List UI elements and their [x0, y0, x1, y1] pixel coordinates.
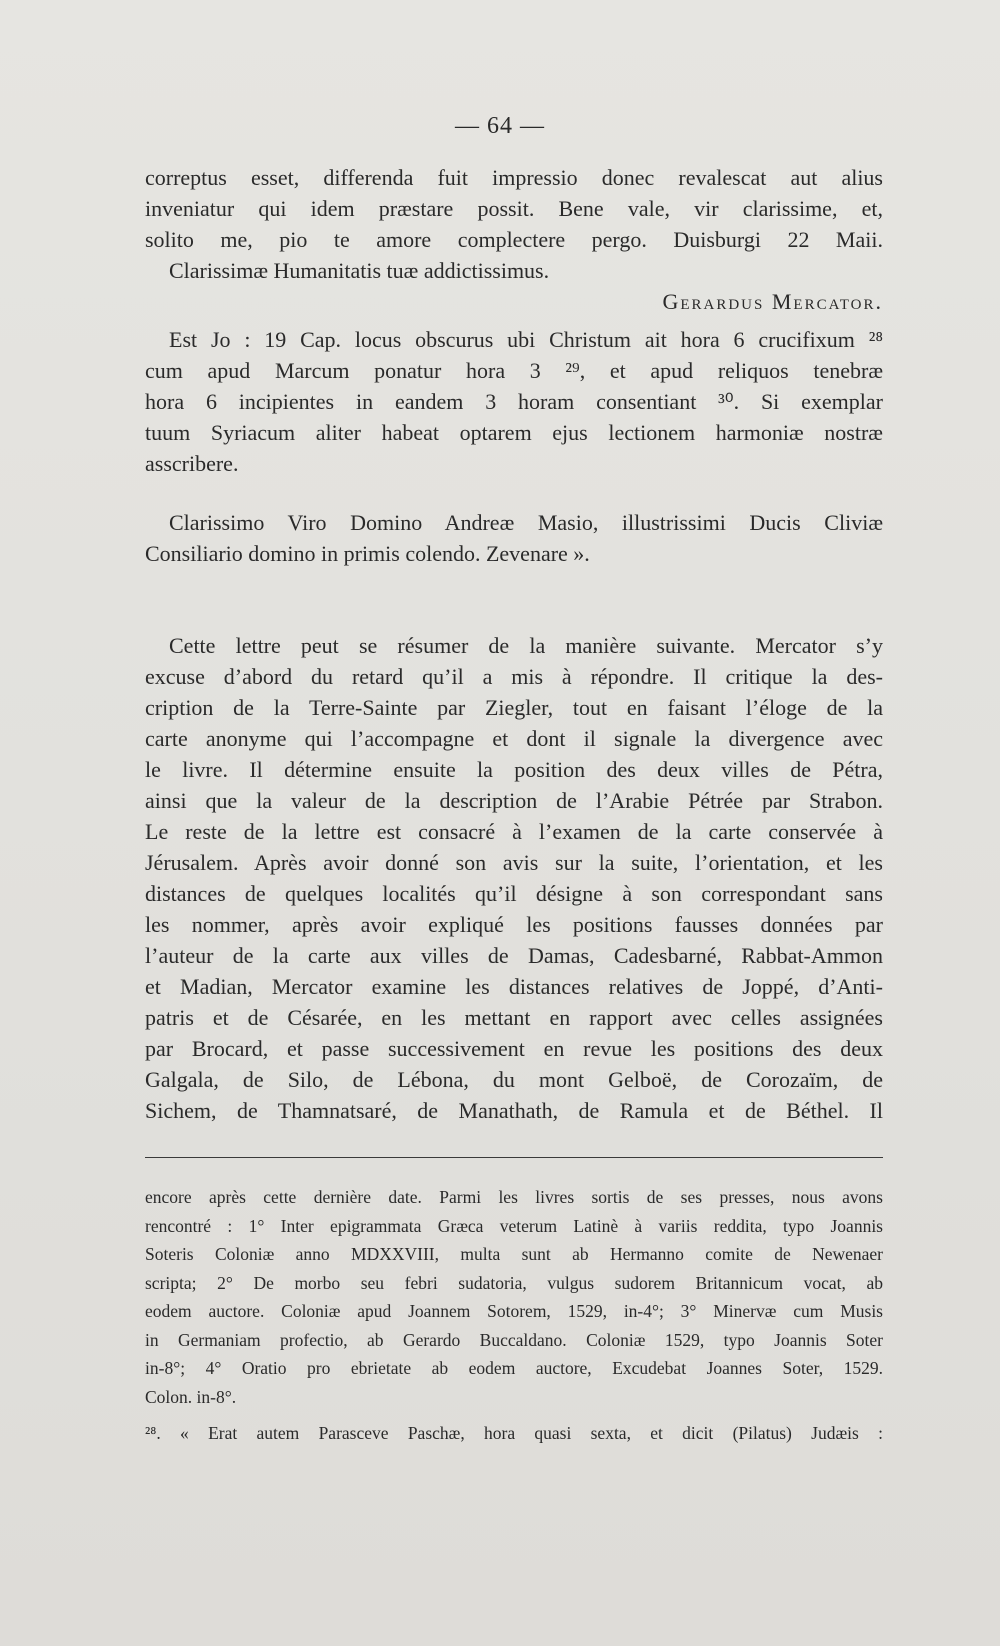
text-line: l’auteur de la carte aux villes de Damas, Cadesbarné, Rabbat-Ammon: [145, 943, 883, 968]
text-line: distances de quelques localités qu’il désigne à son correspondant sans: [145, 881, 883, 906]
footnote-line: in-8°; 4° Oratio pro ebrietate ab eodem auctore, Excudebat Joannes Soter, 1529.: [145, 1358, 883, 1378]
text-line: Le reste de la lettre est consacré à l’examen de la carte conservée à: [145, 819, 883, 844]
signature: Gerardus Mercator.: [662, 289, 883, 314]
text-line: tuum Syriacum aliter habeat optarem ejus lectionem harmoniæ nostræ: [145, 420, 883, 445]
footnotes: [145, 1183, 883, 1448]
text-line: ainsi que la valeur de la description de l’Arabie Pétrée par Strabon.: [145, 788, 883, 813]
text-line: Consiliario domino in primis colendo. Zevenare ».: [145, 541, 590, 566]
footnote-line: scripta; 2° De morbo seu febri sudatoria, vulgus sudorem Britannicum vocat, ab: [145, 1272, 883, 1293]
text-line: correptus esset, differenda fuit impressio donec revalescat aut alius: [145, 165, 883, 190]
footnote-line: eodem auctore. Coloniæ apud Joannem Sotorem, 1529, in-4°; 3° Minervæ cum Musis: [145, 1301, 883, 1321]
footnote-line: Soteris Coloniæ anno MDXXVIII, multa sunt ab Hermanno comite de Newenaer: [145, 1244, 883, 1264]
text-line: Est Jo : 19 Cap. locus obscurus ubi Christum ait hora 6 crucifixum ²⁸: [169, 327, 883, 352]
text-line: hora 6 incipientes in eandem 3 horam consentiant ³⁰. Si exemplar: [145, 389, 883, 414]
text-line: Galgala, de Silo, de Lébona, du mont Gelboë, de Corozaïm, de: [145, 1067, 883, 1092]
text-line: Clarissimæ Humanitatis tuæ addictissimus.: [169, 258, 550, 283]
text-line: asscribere.: [145, 451, 239, 476]
text-line: inveniatur qui idem præstare possit. Bene vale, vir clarissime, et,: [145, 196, 883, 221]
text-line: cription de la Terre-Sainte par Ziegler, tout en faisant l’éloge de la: [145, 695, 883, 720]
text-line: Cette lettre peut se résumer de la manière suivante. Mercator s’y: [169, 633, 883, 658]
text-line: les nommer, après avoir expliqué les positions fausses données par: [145, 912, 883, 937]
text-line: Clarissimo Viro Domino Andreæ Masio, illustrissimi Ducis Cliviæ: [169, 510, 883, 535]
text-line: Sichem, de Thamnatsaré, de Manathath, de Ramula et de Béthel. Il: [145, 1098, 883, 1123]
letter-closing: [145, 162, 883, 317]
footnote-line: Colon. in-8°.: [145, 1386, 237, 1407]
page-number: — 64 —: [455, 113, 545, 139]
text-line: excuse d’abord du retard qu’il a mis à répondre. Il critique la des-: [145, 664, 883, 689]
text-line: Jérusalem. Après avoir donné son avis sur la suite, l’orientation, et les: [145, 850, 883, 875]
footnote-line: in Germaniam profectio, ab Gerardo Buccaldano. Coloniæ 1529, typo Joannis Soter: [145, 1329, 883, 1350]
text-line: cum apud Marcum ponatur hora 3 ²⁹, et apud reliquos tenebræ: [145, 358, 883, 383]
text-line: par Brocard, et passe successivement en revue les positions des deux: [145, 1036, 883, 1061]
text-line: patris et de Césarée, en les mettant en rapport avec celles assignées: [145, 1005, 883, 1030]
footnote-28: ²⁸. « Erat autem Parasceve Paschæ, hora quasi sexta, et dicit (Pilatus) Judæis :: [145, 1423, 883, 1443]
footnote-line: rencontré : 1° Inter epigrammata Græca veterum Latinè à variis reddita, typo Joannis: [145, 1215, 883, 1236]
text-line: le livre. Il détermine ensuite la position des deux villes de Pétra,: [145, 757, 883, 782]
text-line: solito me, pio te amore complectere pergo. Duisburgi 22 Maii.: [145, 227, 883, 252]
text-line: carte anonyme qui l’accompagne et dont il signale la divergence avec: [145, 726, 883, 751]
postscript: [145, 324, 883, 479]
footnote-line: encore après cette dernière date. Parmi les livres sortis de ses presses, nous avons: [145, 1187, 883, 1207]
address: [145, 507, 883, 569]
text-line: et Madian, Mercator examine les distances relatives de Joppé, d’Anti-: [145, 974, 883, 999]
footnote-rule: [145, 1157, 883, 1158]
summary-paragraph: [145, 630, 883, 1126]
